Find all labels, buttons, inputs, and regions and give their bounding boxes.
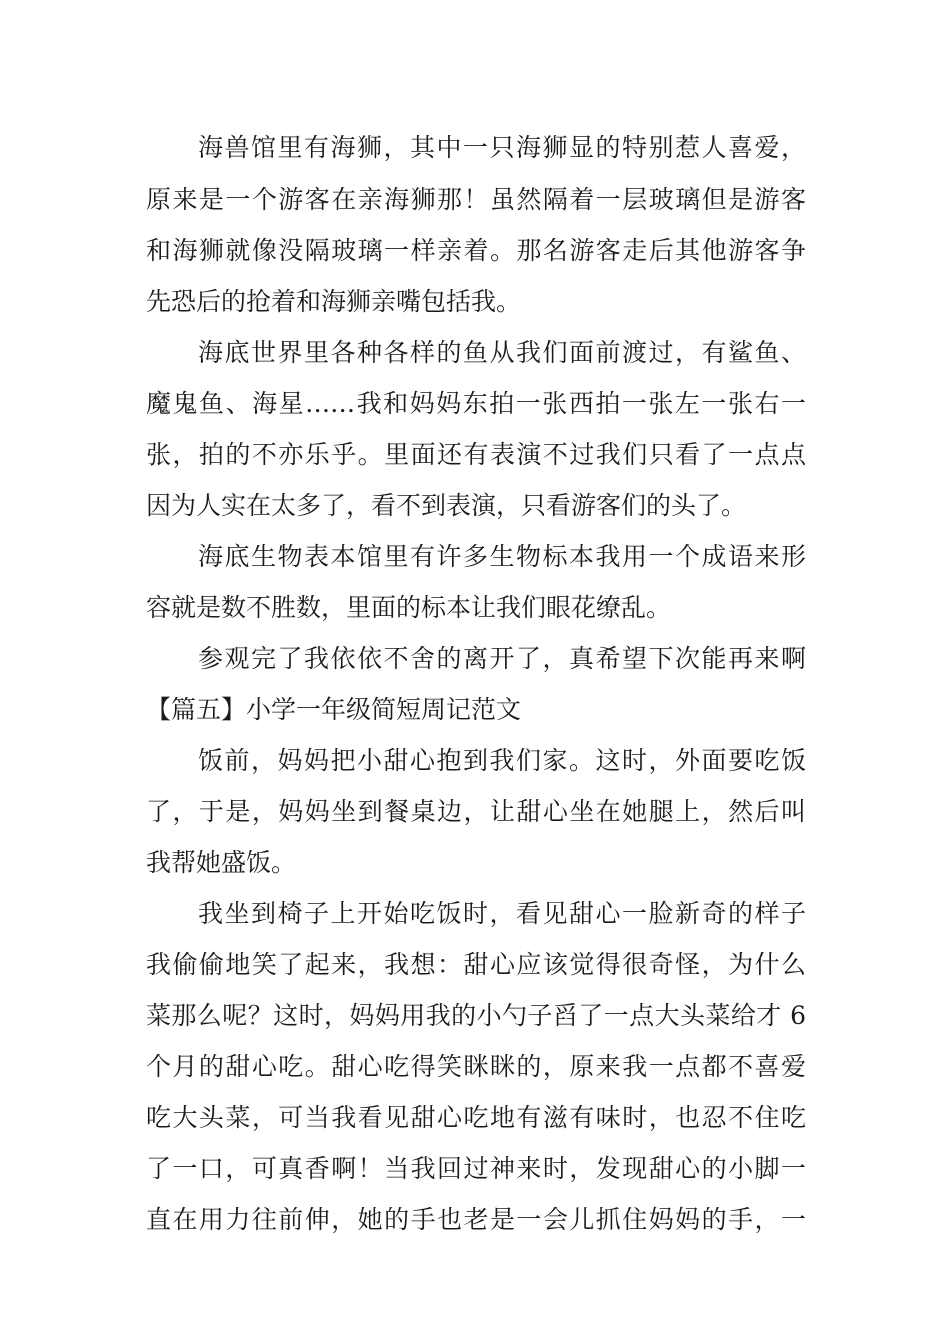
text-line: 直在用力往前伸，她的手也老是一会儿抓住妈妈的手，一 (146, 1205, 806, 1234)
text-line: 张，拍的不亦乐乎。里面还有表演不过我们只看了一点点 (146, 440, 806, 469)
text-line: 海底生物表本馆里有许多生物标本我用一个成语来形 (198, 542, 806, 571)
text-line: 参观完了我依依不舍的离开了，真希望下次能再来啊 (198, 644, 806, 673)
text-line: 和海狮就像没隔玻璃一样亲着。那名游客走后其他游客争 (146, 236, 806, 265)
text-line: 了一口，可真香啊！当我回过神来时，发现甜心的小脚一 (146, 1154, 806, 1183)
text-line: 因为人实在太多了，看不到表演，只看游客们的头了。 (146, 491, 747, 520)
text-line: 先恐后的抢着和海狮亲嘴包括我。 (146, 287, 522, 316)
text-line: 魔鬼鱼、海星……我和妈妈东拍一张西拍一张左一张右一 (146, 389, 806, 418)
text-line: 了，于是，妈妈坐到餐桌边，让甜心坐在她腿上，然后叫 (146, 797, 806, 826)
text-line: 我坐到椅子上开始吃饭时，看见甜心一脸新奇的样子 (198, 899, 806, 928)
section-heading: 【篇五】小学一年级简短周记范文 (146, 695, 522, 724)
text-line: 我偷偷地笑了起来，我想：甜心应该觉得很奇怪，为什么 (146, 950, 806, 979)
text-line: 原来是一个游客在亲海狮那！虽然隔着一层玻璃但是游客 (146, 185, 806, 214)
text-line: 海底世界里各种各样的鱼从我们面前渡过，有鲨鱼、 (198, 338, 806, 367)
text-line: 我帮她盛饭。 (146, 848, 297, 877)
text-line: 饭前，妈妈把小甜心抱到我们家。这时，外面要吃饭 (198, 746, 806, 775)
text-line: 海兽馆里有海狮，其中一只海狮显的特别惹人喜爱， (198, 133, 806, 162)
text-line: 容就是数不胜数，里面的标本让我们眼花缭乱。 (146, 593, 672, 622)
text-line: 吃大头菜，可当我看见甜心吃地有滋有味时，也忍不住吃 (146, 1103, 806, 1132)
text-line: 个月的甜心吃。甜心吃得笑眯眯的，原来我一点都不喜爱 (146, 1052, 806, 1081)
text-line: 菜那么呢？这时，妈妈用我的小勺子舀了一点大头菜给才 6 (146, 1001, 806, 1030)
